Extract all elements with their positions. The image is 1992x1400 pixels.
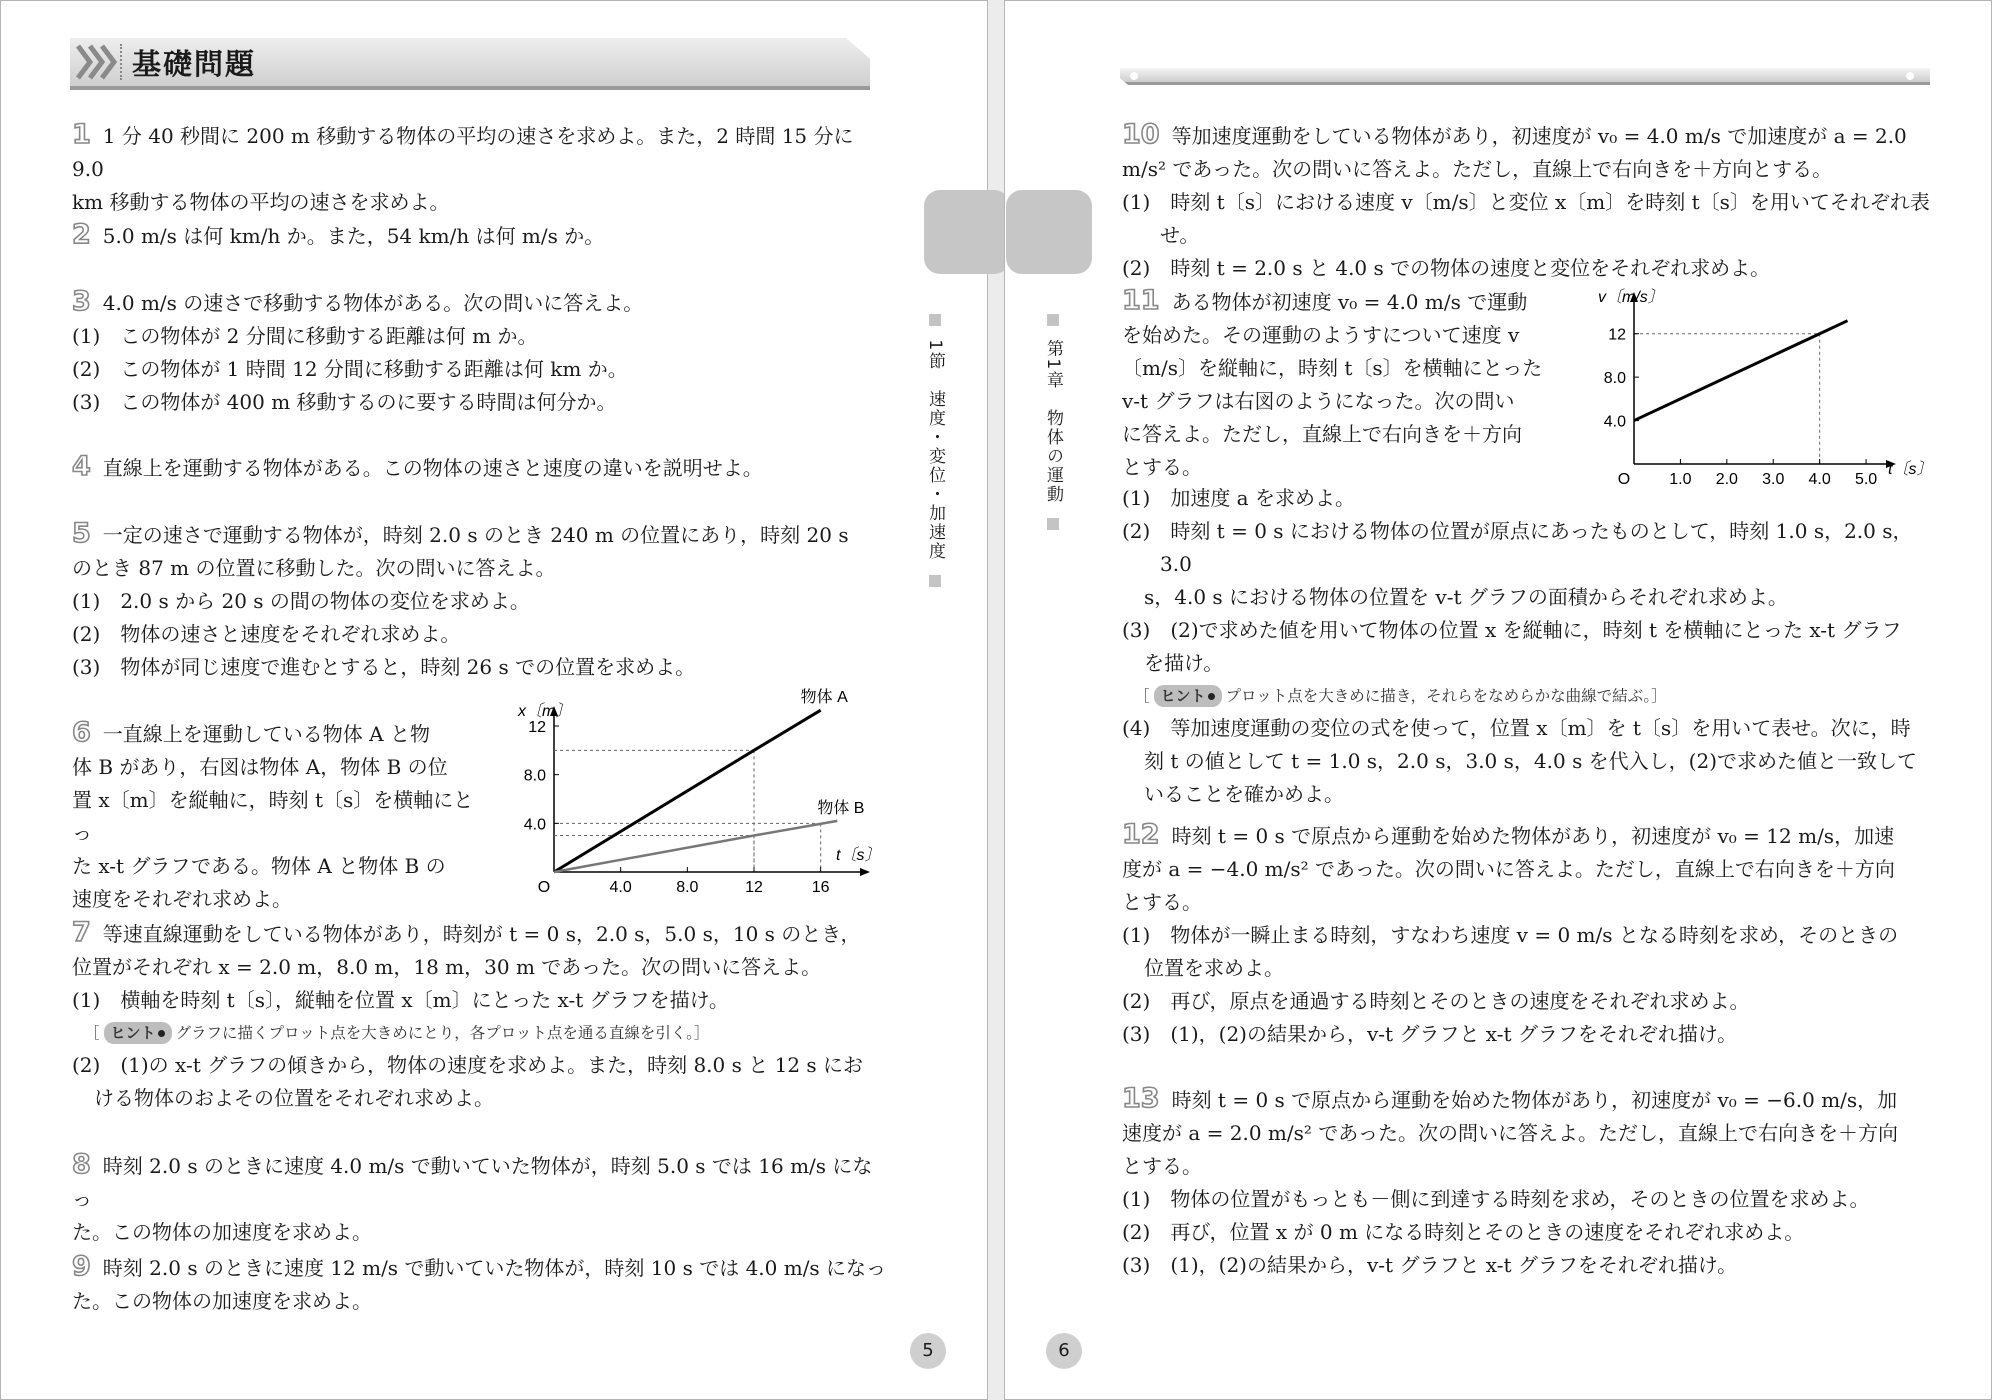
sub-question: (3) この物体が 400 m 移動するのに要する時間は何分か。 [72,390,617,414]
sub-question: (2) 時刻 t = 0 s における物体の位置が原点にあったものとして，時刻 1.0 s，2.0 s，3.0 [1122,519,1913,576]
side-square-icon [929,314,941,326]
problem-number: 10 [1122,119,1160,150]
rule-dot-icon [1906,72,1914,80]
x-tick-label: 12 [745,879,763,896]
side-square-icon [1047,518,1059,530]
problem-text: 時刻 t = 0 s で原点から運動を始めた物体があり，初速度が v₀ = −6.0 m/s，加 [1171,1088,1898,1112]
hint-badge [104,1022,172,1044]
problem-4 [72,450,872,485]
problem-13 [1122,1082,1932,1282]
problem-text: を始めた。その運動のようすについて速度 v [1122,323,1520,347]
side-label-left [926,308,943,593]
bullet-icon [1208,693,1215,700]
problem-text: ある物体が初速度 v₀ = 4.0 m/s で運動 [1171,290,1528,314]
sub-question: (1) この物体が 2 分間に移動する距離は何 m か。 [72,324,538,348]
problem-text: 1 分 40 秒間に 200 m 移動する物体の平均の速さを求めよ。また，2 時間 15 分に 9.0 [72,124,854,181]
rule-dot-icon [1130,72,1138,80]
x-tick-label: 16 [811,879,830,896]
problem-text: 速度をそれぞれ求めよ。 [72,887,292,911]
y-tick-label: 4.0 [1603,413,1626,431]
x-tick-label: O [537,879,551,896]
problem-text: 〔m/s〕を縦軸に，時刻 t〔s〕を横軸にとった [1122,356,1543,380]
problem-text: 4.0 m/s の速さで移動する物体がある。次の問いに答えよ。 [102,291,644,315]
problem-number: 3 [72,286,91,317]
problem-text: た。この物体の加速度を求めよ。 [72,1220,372,1244]
problem-text: 体 B があり，右図は物体 A，物体 B の位 [72,755,448,779]
xt-graph-chart [500,689,881,896]
x-tick-label: O [1617,471,1631,488]
side-square-icon [1047,314,1059,326]
y-axis-label: x〔m〕 [518,703,572,720]
y-tick-label: 4.0 [523,816,546,834]
chapter-tab-left [924,190,1010,274]
problem-text: 時刻 2.0 s のときに速度 4.0 m/s で動いていた物体が，時刻 5.0 s では 16 m/s になっ [72,1154,873,1211]
problem-text: 一直線上を運動している物体 A と物 [102,722,430,746]
problem-5 [72,517,872,684]
sub-question: (3) (2)で求めた値を用いて物体の位置 x を縦軸に，時刻 t を横軸にとった x-t グラフ [1122,618,1902,642]
sub-question: (1) 加速度 a を求めよ。 [1122,486,1355,510]
problem-text: とする。 [1122,455,1202,479]
problem-text: とする。 [1122,1154,1202,1178]
problem-text: km 移動する物体の平均の速さを求めよ。 [72,190,450,214]
problem-text: 直線上を運動する物体がある。この物体の速さと速度の違いを説明せよ。 [102,456,763,480]
hint-box: ［ ヒント グラフに描くプロット点を大きめにとり，各プロット点を通る直線を引く。］ [84,1024,710,1042]
x-tick-label: 1.0 [1669,471,1692,488]
problem-number: 4 [72,451,91,482]
sub-question-cont: 位置を求めよ。 [1144,956,1284,980]
series-label: 物体 A [800,689,848,707]
side-label-text: 1節 速度・変位・加速度 [925,339,945,562]
problem-8 [72,1148,892,1249]
x-axis-label: t〔s〕 [1888,461,1933,478]
sub-question: (1) 物体が一瞬止まる時刻，すなわち速度 v = 0 m/s となる時刻を求め，そのときの [1122,923,1899,947]
sub-question: (2) (1)の x-t グラフの傾きから，物体の速度を求めよ。また，時刻 8.0 s と 12 s にお [72,1053,864,1077]
problem-number: 11 [1122,285,1160,316]
chapter-tab-right [1006,190,1092,274]
problem-11 [1122,284,1552,484]
problem-text: た x-t グラフである。物体 A と物体 B の [72,854,446,878]
vt-graph-chart [1590,284,1933,494]
hint-text: グラフに描くプロット点を大きめにとり，各プロット点を通る直線を引く。 [175,1024,694,1042]
page-number-right: 6 [1046,1333,1082,1369]
sub-question: (2) 時刻 t = 2.0 s と 4.0 s での物体の速度と変位をそれぞれ求めよ。 [1122,256,1771,280]
y-tick-label: 12 [1608,326,1626,344]
problem-text: 時刻 2.0 s のときに速度 12 m/s で動いていた物体が，時刻 10 s では 4.0 m/s になっ [102,1256,887,1280]
problem-3 [72,285,872,419]
sub-question-cont: 刻 t の値として t = 1.0 s，2.0 s，3.0 s，4.0 s を代入し，(2)で求めた値と一致して [1144,749,1918,773]
problem-text: 置 x〔m〕を縦軸に，時刻 t〔s〕を横軸にとっ [72,788,474,845]
problem-number: 5 [72,518,91,549]
problem-text: 等速直線運動をしている物体があり，時刻が t = 0 s，2.0 s，5.0 s，10 s のとき， [102,922,861,946]
hint-badge [1154,685,1222,707]
side-label-right [1044,308,1061,536]
sub-question: (4) 等加速度運動の変位の式を使って，位置 x〔m〕を t〔s〕を用いて表せ。次に，時 [1122,716,1911,740]
sub-question: (1) 時刻 t〔s〕における速度 v〔m/s〕と変位 x〔m〕を時刻 t〔s〕を用いてそれぞれ表せ。 [1122,190,1930,247]
sub-question-cont: いることを確かめよ。 [1144,782,1344,806]
y-tick-label: 12 [528,719,546,736]
problem-number: 7 [72,917,91,948]
sub-question: (1) 物体の位置がもっとも－側に到達する時刻を求め，そのときの位置を求めよ。 [1122,1187,1870,1211]
problem-text: に答えよ。ただし，直線上で右向きを＋方向 [1122,422,1522,446]
sub-question: (1) 2.0 s から 20 s の間の物体の変位を求めよ。 [72,589,530,613]
sub-question: (3) (1)，(2)の結果から，v-t グラフと x-t グラフをそれぞれ描け。 [1122,1022,1738,1046]
problem-text: v-t グラフは右図のようになった。次の問い [1122,389,1515,413]
hint-badge-label: ヒント [110,1024,156,1042]
x-tick-label: 8.0 [676,879,699,896]
problem-11-questions [1122,482,1932,811]
problem-7 [72,916,892,1115]
side-label-text: 第1章 物体の運動 [1043,339,1063,505]
problem-text: 5.0 m/s は何 km/h か。また，54 km/h は何 m/s か。 [102,224,605,248]
sub-question-cont: s，4.0 s における物体の位置を v-t グラフの面積からそれぞれ求めよ。 [1144,585,1788,609]
x-tick-label: 4.0 [609,879,632,896]
hint-text: プロット点を大きめに描き，それらをなめらかな曲線で結ぶ。 [1225,687,1652,705]
problem-number: 9 [72,1251,91,1282]
problem-text: 速度が a = 2.0 m/s² であった。次の問いに答えよ。ただし，直線上で右向きを＋方向 [1122,1121,1899,1145]
sub-question: (3) 物体が同じ速度で進むとすると，時刻 26 s での位置を求めよ。 [72,655,696,679]
problem-text: とする。 [1122,890,1202,914]
x-tick-label: 3.0 [1762,471,1785,488]
problem-text: 度が a = −4.0 m/s² であった。次の問いに答えよ。ただし，直線上で右向きを＋方向 [1122,857,1895,881]
page-number-left: 5 [910,1333,946,1369]
problem-text: m/s² であった。次の問いに答えよ。ただし，直線上で右向きを＋方向とする。 [1122,157,1833,181]
y-tick-label: 8.0 [1603,370,1626,388]
sub-question-cont: ける物体のおよその位置をそれぞれ求めよ。 [94,1086,494,1110]
problem-number: 2 [72,219,91,250]
sub-question: (2) 再び，位置 x が 0 m になる時刻とそのときの速度をそれぞれ求めよ。 [1122,1220,1805,1244]
problem-text: 等加速度運動をしている物体があり，初速度が v₀ = 4.0 m/s で加速度が a = 2.0 [1171,124,1907,148]
x-tick-label: 2.0 [1715,471,1738,488]
y-tick-label: 8.0 [523,767,546,785]
x-axis-arrow-icon [860,868,870,876]
hint-box: ［ ヒント プロット点を大きめに描き，それらをなめらかな曲線で結ぶ。］ [1134,687,1667,705]
problem-1 [72,118,872,219]
side-square-icon [929,575,941,587]
y-axis-label: v〔m/s〕 [1598,289,1664,306]
x-axis-label: t〔s〕 [836,847,881,864]
sub-question: (1) 横軸を時刻 t〔s〕，縦軸を位置 x〔m〕にとった x-t グラフを描け。 [72,988,729,1012]
problem-text: 時刻 t = 0 s で原点から運動を始めた物体があり，初速度が v₀ = 12 m/s，加速 [1171,824,1895,848]
problem-text: のとき 87 m の位置に移動した。次の問いに答えよ。 [72,556,556,580]
problem-number: 12 [1122,819,1160,850]
problem-9 [72,1250,892,1318]
problem-text: 一定の速さで運動する物体が，時刻 2.0 s のとき 240 m の位置にあり，時刻 20 s [102,523,849,547]
problem-number: 8 [72,1149,91,1180]
top-rule-bar [1120,68,1930,85]
problem-text: 位置がそれぞれ x = 2.0 m，8.0 m，18 m，30 m であった。次の問いに答えよ。 [72,955,822,979]
sub-question: (2) 物体の速さと速度をそれぞれ求めよ。 [72,622,461,646]
problem-10 [1122,118,1932,285]
sub-question: (2) 再び，原点を通過する時刻とそのときの速度をそれぞれ求めよ。 [1122,989,1750,1013]
left-page [0,0,988,1400]
sub-question: (3) (1)，(2)の結果から，v-t グラフと x-t グラフをそれぞれ描け。 [1122,1253,1738,1277]
problem-text: た。この物体の加速度を求めよ。 [72,1289,372,1313]
chevron-double-icon [76,44,120,80]
hint-badge-label: ヒント [1160,687,1206,705]
problem-12 [1122,818,1932,1051]
x-tick-label: 4.0 [1808,471,1831,488]
header-separator [120,44,122,80]
bullet-icon [158,1030,165,1037]
x-tick-label: 5.0 [1854,471,1878,488]
problem-number: 13 [1122,1083,1160,1114]
sub-question: (2) この物体が 1 時間 12 分間に移動する距離は何 km か。 [72,357,628,381]
problem-number: 1 [72,119,91,150]
section-title: 基礎問題 [132,47,257,81]
sub-question-cont: を描け。 [1144,651,1224,675]
problem-6 [72,716,492,916]
problem-number: 6 [72,717,91,748]
problem-2 [72,218,872,253]
series-line [1634,321,1848,421]
series-label: 物体 B [817,799,865,817]
